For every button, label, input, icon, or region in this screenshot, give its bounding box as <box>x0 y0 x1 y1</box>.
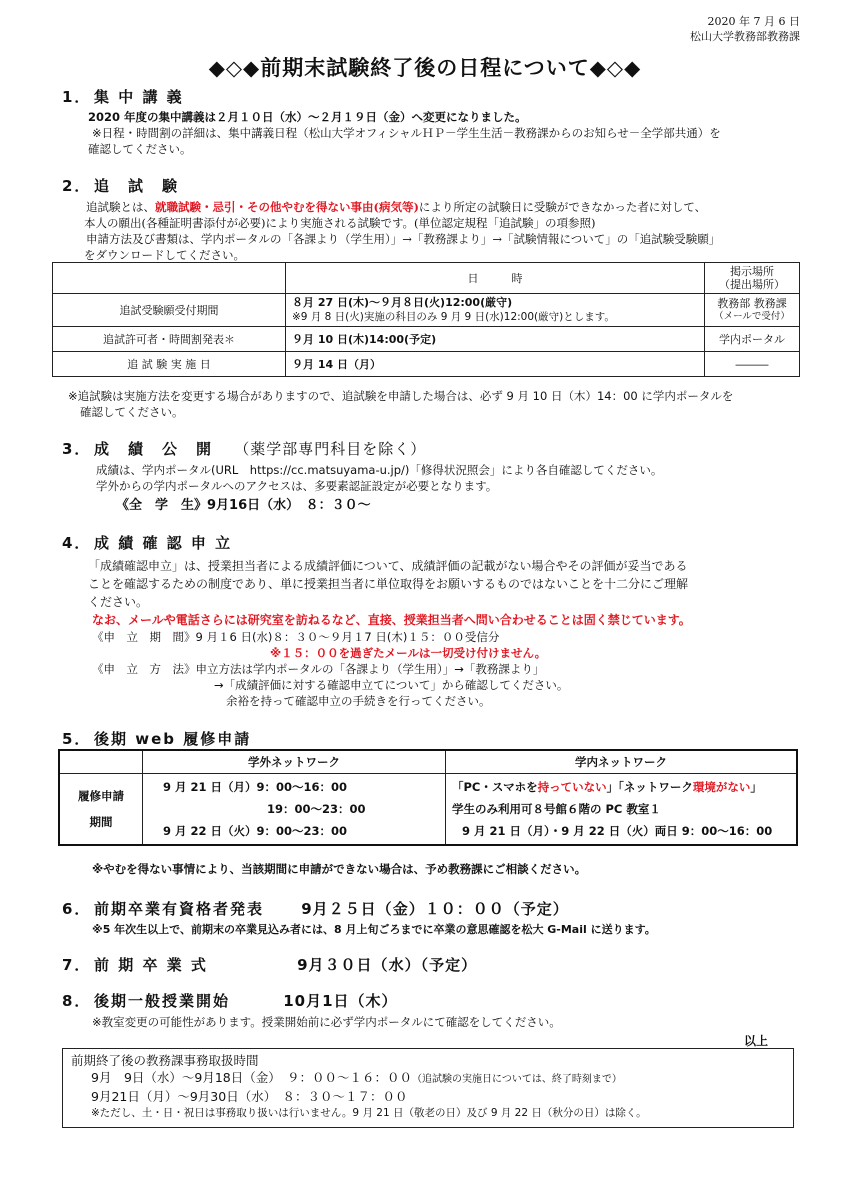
section-4-heading <box>62 532 800 553</box>
section-8-number: 8． <box>62 992 92 1010</box>
date-block <box>690 14 800 44</box>
section-5-title: 後期 web 履修申請 <box>94 730 252 748</box>
section-3-subtitle: （薬学部専門科目を除く） <box>234 440 427 458</box>
section-6-title: 前期卒業有資格者発表 <box>94 900 265 918</box>
issuing-department: 松山大学教務部教務課 <box>690 30 800 43</box>
row-place: ――― <box>705 352 800 377</box>
page-title: ◆◇◆前期末試験終了後の日程について◆◇◆ <box>208 55 642 80</box>
section-2-number: 2． <box>62 177 92 195</box>
section-1-heading <box>62 86 800 107</box>
section-1-title: 集 中 講 義 <box>94 88 184 106</box>
table-row <box>53 263 800 294</box>
section-2-para-4: をダウンロードしてください。 <box>84 248 245 262</box>
section-3-heading <box>62 438 800 459</box>
section-5-note: ※やむを得ない事情により、当該期間に申請ができない場合は、予め教務課にご相談ください。 <box>92 862 587 876</box>
section-8-note: ※教室変更の可能性があります。授業開始前に必ず学内ポータルにて確認をしてください。 <box>92 1015 561 1029</box>
section-4-para-1: 「成績確認申立」は、授業担当者による成績評価について、成績評価の記載がない場合やその評価が妥当である <box>88 559 688 573</box>
section-4-period-note: ※１５：００を過ぎたメールは一切受け付けません。 <box>270 646 547 660</box>
section-2-para-3: 申請方法及び書類は、学内ポータルの「各課より（学生用）」→「教務課より」→「試験情報について」の「追試験受験願」 <box>86 232 721 246</box>
office-hours-note: ※ただし、土・日・祝日は事務取り扱いは行いません。9 月 21 日（敬老の日）及び 9 月 22 日（秋分の日）は除く。 <box>91 1107 647 1119</box>
section-5-number: 5． <box>62 730 92 748</box>
section-3-number: 3． <box>62 440 92 458</box>
section-3-schedule: 《全 学 生》9月16日（水） ８：３０～ <box>116 498 371 513</box>
section-7-date: 9月３０日（水）（予定） <box>297 956 478 974</box>
column-header-date: 日 時 <box>286 263 705 294</box>
office-hours-title: 前期終了後の教務課事務取扱時間 <box>71 1053 259 1068</box>
section-2-para-1: 追試験とは、就職試験・忌引・その他やむを得ない事由(病気等)により所定の試験日に受験ができなかった者に対して、 <box>86 200 707 214</box>
outside-network-times: 9 月 21 日（月）9：00～16：00 19：00～23：00 9 月 22 日（火）9：00～23：00 <box>143 774 446 846</box>
section-2 <box>62 175 800 263</box>
section-8-date: 10月1日（木） <box>283 992 398 1010</box>
makeup-exam-table <box>52 262 800 377</box>
section-7-number: 7． <box>62 956 92 974</box>
row-place: 教務部 教務課 （メールで受付） <box>705 294 800 327</box>
section-1-line-1: 2020 年度の集中講義は２月１０日（水）～２月１９日（金）へ変更になりました。 <box>88 110 527 124</box>
section-3-para-1: 成績は、学内ポータル(URL https://cc.matsuyama-u.jp/)「修得状況照会」により各自確認してください。 <box>96 463 663 477</box>
table-row <box>59 750 797 774</box>
section-4-para-3: ください。 <box>88 595 149 609</box>
section-6-note: ※5 年次生以上で、前期末の卒業見込み者には、8 月上旬ごろまでに卒業の意思確認を松大 G-Mail に送ります。 <box>92 923 656 936</box>
closing-mark: 以上 <box>743 1034 768 1048</box>
column-header-inside: 学内ネットワーク <box>446 750 798 774</box>
column-header-outside: 学外ネットワーク <box>143 750 446 774</box>
section-6 <box>62 898 800 938</box>
red-emphasis: 就職試験・忌引・その他やむを得ない事由(病気等) <box>155 200 419 214</box>
section-5-heading <box>62 728 800 749</box>
section-2-para-2: 本人の願出(各種証明書添付が必要)により実施される試験です。(単位認定規程「追試験」の項参照) <box>84 216 596 230</box>
section-3 <box>62 438 800 514</box>
section-8 <box>62 990 800 1030</box>
section-4-period: 《申 立 期 間》9 月１6 日(水)８：３０～９月１7 日(木)１５：００受信分 <box>92 630 500 644</box>
section-2-title: 追 試 験 <box>94 177 180 195</box>
section-6-date: 9月２５日（金）１０：００（予定） <box>301 900 569 918</box>
section-5 <box>62 728 800 749</box>
section-4 <box>62 532 800 709</box>
section-7-title: 前 期 卒 業 式 <box>94 956 208 974</box>
row-date: ９月 10 日(木)14:00(予定) <box>286 327 705 352</box>
section-6-number: 6． <box>62 900 92 918</box>
section-2-heading <box>62 175 800 196</box>
section-1-number: 1． <box>62 88 92 106</box>
section-7-heading <box>62 954 800 975</box>
row-label: 追 試 験 実 施 日 <box>53 352 286 377</box>
section-8-heading <box>62 990 800 1011</box>
table-row <box>59 774 797 846</box>
section-1 <box>62 86 800 157</box>
row-place: 学内ポータル <box>705 327 800 352</box>
row-label: 追試許可者・時間割発表＊ <box>53 327 286 352</box>
section-8-title: 後期一般授業開始 <box>94 992 231 1010</box>
row-date: ８月 27 日(木)～９月８日(火)12:00(厳守) ※9 月 8 日(火)実施の科目のみ 9 月 9 日(水)12:00(厳守)とします。 <box>286 294 705 327</box>
section-4-method-1: 《申 立 方 法》申立方法は学内ポータルの「各課より（学生用）」→「教務課より」 <box>92 662 545 676</box>
section-2-note <box>68 388 800 420</box>
section-1-line-3: 確認してください。 <box>88 142 192 156</box>
section-1-line-2: ※日程・時間割の詳細は、集中講義日程（松山大学オフィシャルＨＰ－学生生活－教務課からのお知らせ－全学部共通）を <box>92 126 721 140</box>
office-hours-line-1: 9月 9日（水）～9月18日（金） ９：００～１６：００（追試験の実施日については、終了時刻まで） <box>91 1070 622 1085</box>
table-row <box>53 327 800 352</box>
row-date: ９月 14 日（月） <box>286 352 705 377</box>
section-4-title: 成 績 確 認 申 立 <box>94 534 233 552</box>
section-2-note-line-2: 確認してください。 <box>80 405 184 419</box>
row-label: 追試受験願受付期間 <box>53 294 286 327</box>
section-4-warning: なお、メールや電話さらには研究室を訪ねるなど、直接、授業担当者へ問い合わせることは固く禁じています。 <box>92 613 691 627</box>
issue-date: 2020 年 7 月 6 日 <box>707 15 800 28</box>
table-row <box>53 294 800 327</box>
section-4-number: 4． <box>62 534 92 552</box>
section-4-para-2: ことを確認するための制度であり、単に授業担当者に単位取得をお願いするものではないことを十二分にご理解 <box>88 577 689 591</box>
section-6-heading <box>62 898 800 919</box>
period-label: 履修申請 期間 <box>59 774 143 846</box>
section-4-method-2: →「成績評価に対する確認申立てについて」から確認してください。 <box>214 678 569 692</box>
table-row <box>53 352 800 377</box>
registration-table <box>58 749 798 846</box>
office-hours-line-2: 9月21日（月）～9月30日（水） ８：３０～１７：００ <box>91 1089 408 1104</box>
section-2-note-line-1: ※追試験は実施方法を変更する場合がありますので、追試験を申請した場合は、必ず 9 月 10 日（木）14：00 に学内ポータルを <box>68 389 734 403</box>
office-hours-box <box>62 1048 794 1128</box>
section-3-title: 成 績 公 開 <box>94 440 214 458</box>
section-7 <box>62 954 800 975</box>
section-3-para-2: 学外からの学内ポータルへのアクセスは、多要素認証設定が必要となります。 <box>96 479 498 493</box>
column-header-place: 掲示場所 （提出場所） <box>705 263 800 294</box>
inside-network-times: 「PC・スマホを持っていない」「ネットワーク環境がない」 学生のみ利用可８号館６階の PC 教室１ 9 月 21 日（月）・9 月 22 日（火）両日 9：00～16：00 <box>446 774 798 846</box>
section-4-method-3: 余裕を持って確認申立の手続きを行ってください。 <box>226 694 491 708</box>
